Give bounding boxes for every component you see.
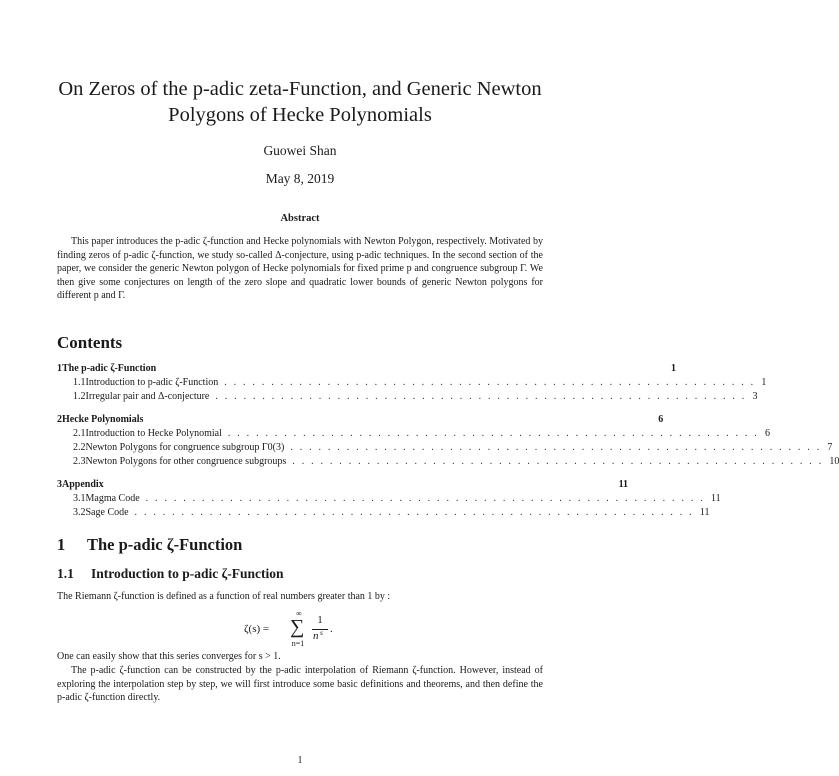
toc-entry[interactable] [57,390,758,404]
toc-entry[interactable] [57,441,833,455]
toc-entry-page: 7 [827,442,833,453]
formula-period: . [330,623,333,635]
toc-entry-title: The p-adic ζ-Function [62,363,157,374]
paper-title [40,76,560,128]
toc-entry[interactable] [57,376,767,390]
toc-entry-number: 1 [57,363,62,374]
toc-entry-page: 1 [671,363,677,374]
toc-entry-number: 2.2 [73,442,86,453]
body-paragraph: The Riemann ζ-function is defined as a function of real numbers greater than 1 by : [57,591,391,602]
subsection-title: Introduction to p-adic ζ-Function [91,566,284,581]
toc-entry-number: 3.1 [73,493,86,504]
toc-entry[interactable] [57,478,629,492]
abstract-text: This paper introduces the p-adic ζ-function and Hecke polynomials with Newton Polygon, respectively. Motivated by finding zeros of p-adic ζ-function, we study so-called Δ-conjecture, using p-adic techniques. In the second section of the paper, we consider the generic Newton polygon of Hecke polynomials for fixed prime p and congruence subgroup Γ. We then give some conjectures on length of the zero slope and quadratic lower bounds of generic Newton polygons for different p and Γ. [57,236,543,302]
toc-entry[interactable] [57,455,839,469]
body-paragraph: One can easily show that this series converges for s > 1. [57,651,281,662]
formula-sum-bottom: n=1 [291,639,305,648]
subsection-heading [57,566,283,582]
toc-leader: . . . . . . . . . . . . . . . . . . . . . . . . . . . . . . . . . . . . . . . . . . . . . . . . . . . . . . . . . . . . [134,507,694,518]
toc-entry-page: 6 [658,414,664,425]
toc-entry-number: 3 [57,479,62,490]
toc-entry-page: 10 [829,456,839,467]
section-number: 1 [57,535,66,554]
contents-heading: Contents [57,333,123,352]
toc-entry-page: 11 [699,507,710,518]
toc-leader: . . . . . . . . . . . . . . . . . . . . . . . . . . . . . . . . . . . . . . . . . . . . . . . . . . . . . . . . . [224,377,756,388]
formula-sum-top: ∞ [296,609,302,618]
toc-entry-title: Introduction to p-adic ζ-Function [85,377,219,388]
toc-entry-page: 11 [710,493,721,504]
formula-lhs: ζ(s) = [244,623,270,635]
toc-entry[interactable] [57,427,770,441]
author: Guowei Shan [263,143,337,158]
date: May 8, 2019 [265,171,335,186]
section-heading [57,535,242,555]
toc-entry-title: Irregular pair and Δ-conjecture [85,391,210,402]
formula-denominator: n [313,630,319,642]
toc-entry-number: 2.3 [73,456,86,467]
toc-entry-number: 2.1 [73,428,86,439]
title-line-1: On Zeros of the p-adic zeta-Function, and Generic Newton [58,78,542,100]
toc-entry-page: 11 [618,479,629,490]
section-title: The p-adic ζ-Function [87,535,243,554]
formula-sum-symbol: ∑ [290,616,305,638]
page-number: 1 [297,755,303,766]
toc-entry-title: Sage Code [85,507,129,518]
body-paragraph: The p-adic ζ-function can be constructed by the p-adic interpolation of Riemann ζ-function. However, instead of exploring the interpolation step by step, we will first introduce some basic definitions and theorems, and then define the p-adic ζ-function directly. [57,665,543,704]
title-line-2: Polygons of Hecke Polynomials [168,104,432,126]
toc-entry-title: Hecke Polynomials [62,414,144,425]
toc-entry-title: Introduction to Hecke Polynomial [85,428,222,439]
toc-leader: . . . . . . . . . . . . . . . . . . . . . . . . . . . . . . . . . . . . . . . . . . . . . . . . . . . . . . . . . . . . [145,493,705,504]
zeta-formula [0,609,600,648]
toc-entry-number: 2 [57,414,62,425]
abstract-heading: Abstract [280,213,320,224]
subsection-number: 1.1 [57,566,74,581]
toc-leader: . . . . . . . . . . . . . . . . . . . . . . . . . . . . . . . . . . . . . . . . . . . . . . . . . . . . . . . . . [215,391,747,402]
toc-entry-title: Newton Polygons for other congruence subgroups [85,456,287,467]
toc-entry-title: Newton Polygons for congruence subgroup Γ0(3) [85,442,285,453]
toc-entry-title: Appendix [62,479,104,490]
toc-entry[interactable] [57,506,710,520]
toc-entry-page: 3 [752,391,758,402]
toc-entry-number: 3.2 [73,507,86,518]
toc-entry-title: Magma Code [85,493,140,504]
toc-entry-number: 1.2 [73,391,86,402]
formula-denominator-exponent: s [320,628,323,637]
toc-leader: . . . . . . . . . . . . . . . . . . . . . . . . . . . . . . . . . . . . . . . . . . . . . . . . . . . . . . . . . [227,428,759,439]
formula-numerator: 1 [317,614,323,626]
toc-entry-number: 1.1 [73,377,86,388]
toc-leader: . . . . . . . . . . . . . . . . . . . . . . . . . . . . . . . . . . . . . . . . . . . . . . . . . . . . . . . . . [290,442,822,453]
toc-entry[interactable] [57,492,721,506]
toc-entry-page: 1 [761,377,767,388]
toc-entry[interactable] [57,362,677,376]
toc-entry-page: 6 [764,428,770,439]
toc-leader: . . . . . . . . . . . . . . . . . . . . . . . . . . . . . . . . . . . . . . . . . . . . . . . . . . . . . . . . . [292,456,824,467]
toc-entry[interactable] [57,413,664,427]
